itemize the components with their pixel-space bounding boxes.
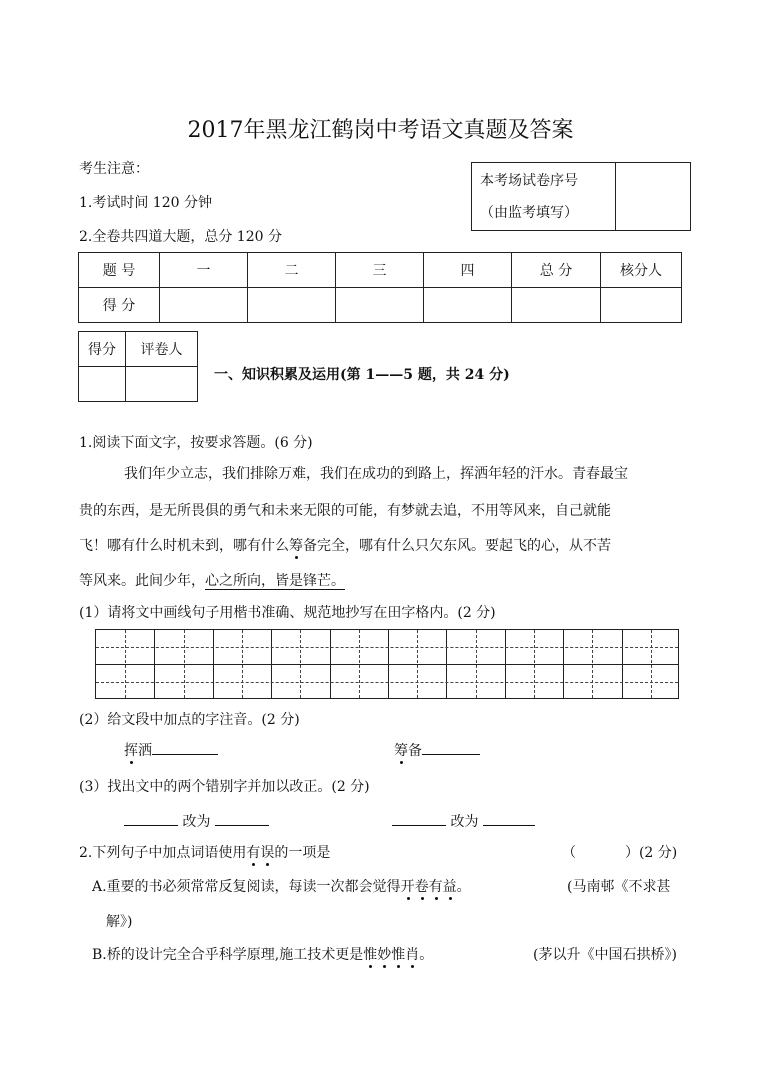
change-to-label: 改为 <box>450 814 479 830</box>
dotted-char: 惟 <box>391 947 406 963</box>
q2-stem-text-b: 的一项是 <box>274 845 331 861</box>
grader-score-label: 得分 <box>79 332 126 367</box>
score-header-cell: 三 <box>336 253 424 288</box>
score-cell[interactable] <box>424 288 512 323</box>
score-header-cell: 总 分 <box>512 253 601 288</box>
q2-stem-text: 2.下列句子中加点词语使用 <box>79 845 247 861</box>
dotted-char: 误 <box>260 845 275 861</box>
wrong-char-blank-2[interactable] <box>392 813 446 826</box>
score-table <box>78 252 682 323</box>
option-a-source-cont: 解》) <box>106 914 133 930</box>
pinyin-item-1 <box>124 740 218 760</box>
q1-para-line-3 <box>79 535 611 555</box>
q1-sub-1: (1）请将文中画线句子用楷书准确、规范地抄写在田字格内。(2 分) <box>79 605 496 621</box>
grader-name-cell[interactable] <box>126 367 198 402</box>
seat-box-label: 本考场试卷序号 <box>480 172 578 189</box>
correction-item-2 <box>392 811 535 831</box>
section-1-title: 一、知识积累及运用(第 1——5 题，共 24 分) <box>214 367 510 383</box>
q2-answer-paren[interactable]: （ ）(2 分) <box>562 845 678 861</box>
q1-para-line-1: 我们年少立志，我们排除万难，我们在成功的到路上，挥洒年轻的汗水。青春最宝 <box>124 466 628 482</box>
option-a-source: (马南邨《不求甚 <box>567 879 671 895</box>
score-header-cell: 四 <box>424 253 512 288</box>
option-a-text: A.重要的书必须常常反复阅读，每读一次都会觉得 <box>92 879 401 895</box>
dotted-char: 肖 <box>405 947 420 963</box>
q1-sub-3: (3）找出文中的两个错别字并加以改正。(2 分) <box>79 779 370 795</box>
copy-grid[interactable] <box>95 629 679 699</box>
correction-item-1 <box>124 811 269 831</box>
q1-stem: 1.阅读下面文字，按要求答题。(6 分) <box>79 435 313 451</box>
dotted-char: 筹 <box>394 743 408 759</box>
option-b-dotted-word <box>363 947 419 963</box>
dotted-char: 妙 <box>377 947 392 963</box>
dotted-char: 挥 <box>124 743 138 759</box>
score-cell[interactable] <box>512 288 601 323</box>
pinyin-answer-blank-1[interactable] <box>152 742 218 755</box>
q1-para-line-3-text-b: 备完全，哪有什么只欠东风。要起飞的心，从不苦 <box>303 538 611 554</box>
grid-dashed-line <box>96 682 678 683</box>
correct-char-blank-1[interactable] <box>215 813 269 826</box>
q2-stem-dotted <box>246 845 274 861</box>
q2-option-b[interactable] <box>92 944 433 964</box>
option-b-text-end: 。 <box>419 947 434 963</box>
score-cell[interactable] <box>248 288 336 323</box>
seat-box-note: （由监考填写） <box>480 204 578 221</box>
option-a-text-end: 。 <box>456 879 471 895</box>
q1-para-line-2: 贵的东西，是无所畏俱的勇气和未来无限的可能，有梦就去追，不用等风来，自己就能 <box>79 503 611 519</box>
dotted-char: 筹 <box>289 538 303 554</box>
score-cell[interactable] <box>601 288 682 323</box>
grader-box <box>78 331 198 402</box>
q1-para-line-3-text: 飞！哪有什么时机未到，哪有什么 <box>79 538 289 554</box>
score-cell[interactable] <box>160 288 248 323</box>
dotted-char: 有 <box>428 879 443 895</box>
dotted-char: 卷 <box>414 879 429 895</box>
dotted-char: 益 <box>442 879 457 895</box>
q1-para-line-4 <box>79 570 345 590</box>
q2-option-a[interactable] <box>92 876 471 896</box>
pinyin-word-rest: 洒 <box>138 743 152 759</box>
score-row-label: 得 分 <box>79 288 160 323</box>
dotted-char: 开 <box>400 879 415 895</box>
seat-number-box <box>471 162 691 231</box>
grid-dashed-line <box>96 647 678 648</box>
pinyin-word-rest: 备 <box>408 743 422 759</box>
notice-heading: 考生注意： <box>79 161 149 177</box>
option-b-source: (茅以升《中国石拱桥》) <box>533 947 677 963</box>
score-header-cell: 题 号 <box>79 253 160 288</box>
seat-number-field[interactable] <box>616 163 691 231</box>
score-header-cell: 一 <box>160 253 248 288</box>
grader-score-cell[interactable] <box>79 367 126 402</box>
q2-stem <box>79 842 330 862</box>
wrong-char-blank-1[interactable] <box>124 813 178 826</box>
score-header-cell: 二 <box>248 253 336 288</box>
correct-char-blank-2[interactable] <box>483 813 535 826</box>
change-to-label: 改为 <box>182 814 211 830</box>
q1-sub-2: (2）给文段中加点的字注音。(2 分) <box>79 712 300 728</box>
option-b-text: B.桥的设计完全合乎科学原理,施工技术更是 <box>92 947 364 963</box>
grader-label: 评卷人 <box>126 332 198 367</box>
underlined-sentence: 心之所向，皆是锋芒。 <box>205 573 345 589</box>
grid-line <box>96 664 678 665</box>
option-a-dotted-word <box>401 879 457 895</box>
notice-item-1: 1.考试时间 120 分钟 <box>79 195 212 211</box>
dotted-char: 惟 <box>363 947 378 963</box>
pinyin-item-2 <box>394 740 480 760</box>
page-title: 2017年黑龙江鹤岗中考语文真题及答案 <box>187 118 574 143</box>
q1-para-line-4-text: 等风来。此间少年， <box>79 573 205 589</box>
dotted-char: 有 <box>246 845 261 861</box>
score-cell[interactable] <box>336 288 424 323</box>
score-header-cell: 核分人 <box>601 253 682 288</box>
notice-item-2: 2.全卷共四道大题，总分 120 分 <box>79 229 282 245</box>
pinyin-answer-blank-2[interactable] <box>422 742 480 755</box>
